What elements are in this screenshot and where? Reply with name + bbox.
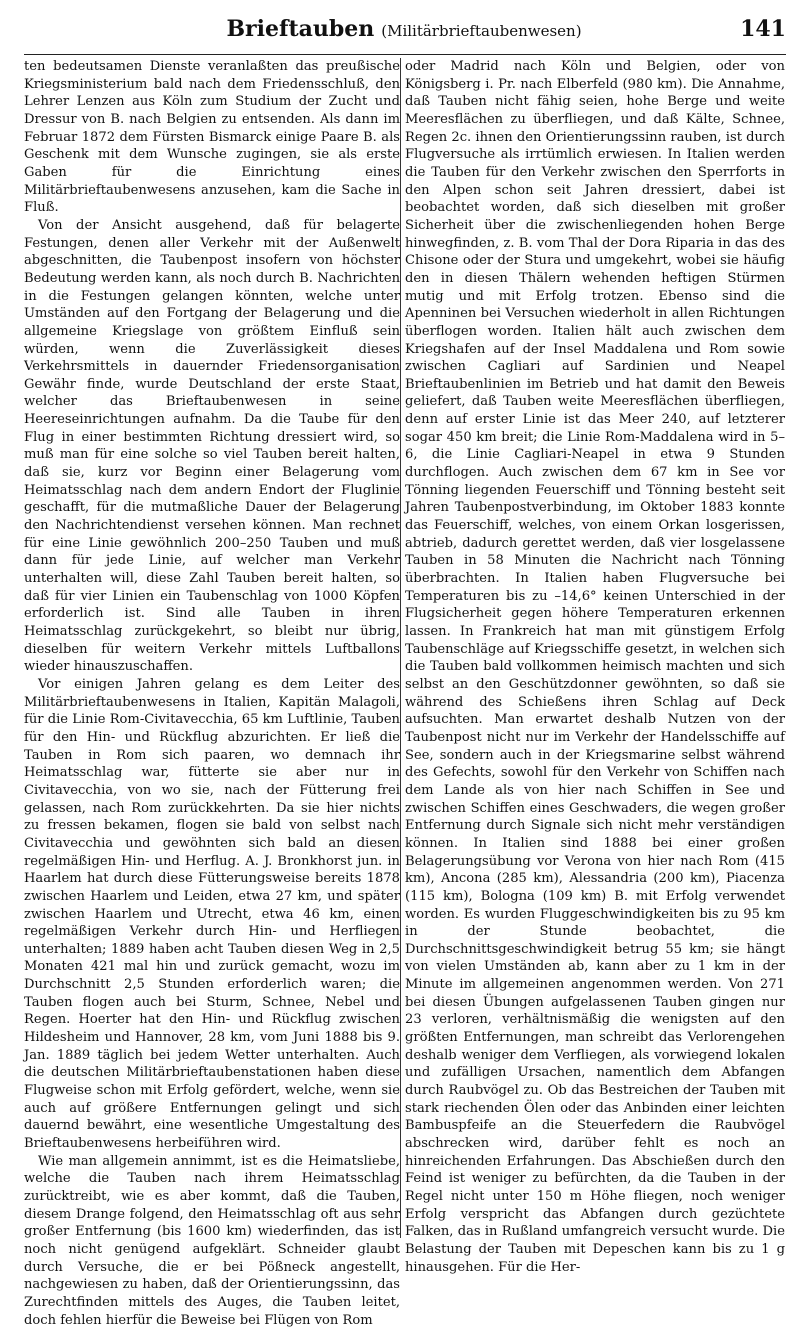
running-header <box>22 14 786 44</box>
header-title-main: Brieftauben <box>226 16 375 42</box>
paragraph: oder Madrid nach Köln und Belgien, oder von Königsberg i. Pr. nach Elberfeld (980 km). Die Annahme, daß Tauben nicht fähig seien, hohe Berge und weite Meeresflächen zu überfliegen, und daß Kälte, Schnee, Regen 2c. ihnen den Orientierungssinn rauben, ist durch Flugversuche als irrtümlich erwiesen. In Italien werden die Tauben für den Verkehr zwischen den Sperrforts in den Alpen schon seit Jahren dressiert, dabei ist beobachtet worden, daß sich dieselben mit großer Sicherheit über die zwischenliegenden hohen Berge hinwegfinden, z. B. vom Thal der Dora Riparia in das des Chisone oder der Stura und umgekehrt, wobei sie häufig den in diesen Thälern wehenden heftigen Stürmen mutig und mit Erfolg trotzen. Ebenso sind die Apenninen bei Versuchen wiederholt in allen Richtungen überflogen worden. Italien hält auch zwischen dem Kriegshafen auf der Insel Maddalena und Rom sowie zwischen Cagliari auf Sardinien und Neapel Brieftaubenlinien im Betrieb und hat damit den Beweis geliefert, daß Tauben weite Meeresflächen überfliegen, denn auf erster Linie ist das Meer 240, auf letzterer sogar 450 km breit; die Linie Rom-Maddalena wird in 5–6, die Linie Cagliari-Neapel in etwa 9 Stunden durchflogen. Auch zwischen dem 67 km in See vor Tönning liegenden Feuerschiff und Tönning besteht seit Jahren Taubenpostverbindung, im Oktober 1883 konnte das Feuerschiff, welches, von einem Orkan losgerissen, abtrieb, dadurch gerettet werden, daß vier losgelassene Tauben in 58 Minuten die Nachricht nach Tönning überbrachten. In Italien haben Flugversuche bei Temperaturen bis zu –14,6° keinen Unterschied in der Flugsicherheit gegen höhere Temperaturen erkennen lassen. In Frankreich hat man mit günstigem Erfolg Taubenschläge auf Kriegsschiffe gesetzt, in welchen sich die Tauben bald vollkommen heimisch machten und sich selbst an den Geschützdonner gewöhnten, so daß sie während des Schießens ihren Schlag auf Deck aufsuchten. Man erwartet deshalb Nutzen von der Taubenpost nicht nur im Verkehr der Handelsschiffe auf See, sondern auch in der Kriegsmarine selbst während des Gefechts, sowohl für den Verkehr von Schiffen nach dem Lande als von hier nach Schiffen in See und zwischen Schiffen eines Geschwaders, die wegen großer Entfernung durch Signale sich nicht mehr verständigen können. In Italien sind 1888 bei einer großen Belagerungsübung vor Verona von hier nach Rom (415 km), Ancona (285 km), Alessandria (200 km), Piacenza (115 km), Bologna (109 km) B. mit Erfolg verwendet worden. Es wurden Fluggeschwindigkeiten bis zu 95 km in der Stunde beobachtet, die Durchschnittsgeschwindigkeit betrug 55 km; sie hängt von vielen Umständen ab, kann aber zu 1 km in der Minute im allgemeinen angenommen werden. Von 271 bei diesen Übungen aufgelassenen Tauben gingen nur 23 verloren, verhältnismäßig die wenigsten auf den größten Entfernungen, man schreibt das Verlorengehen deshalb weniger dem Verfliegen, als vorwiegend lokalen und zufälligen Ursachen, namentlich dem Abfangen durch Raubvögel zu. Ob das Bestreichen der Tauben mit stark riechenden Ölen oder das Anbinden einer leichten Bambuspfeife an die Steuerfedern die Raubvögel abschrecken wird, darüber fehlt es noch an hinreichenden Erfahrungen. Das Abschießen durch den Feind ist weniger zu befürchten, da die Tauben in der Regel nicht unter 150 m Höhe fliegen, noch weniger Erfolg verspricht das Abfangen durch gezüchtete Falken, das in Rußland umfangreich versucht wurde. Die Belastung der Tauben mit Depeschen kann bis zu 1 g hinausgehen. Für die Her- <box>405 59 785 1275</box>
left-column <box>24 58 400 1328</box>
paragraph: Vor einigen Jahren gelang es dem Leiter des Militärbrieftaubenwesens in Italien, Kapitän Malagoli, für die Linie Rom-Civitavecchia, 65 km Luftlinie, Tauben für den Hin- und Rückflug abzurichten. Er ließ die Tauben in Rom sich paaren, wo demnach ihr Heimatsschlag war, fütterte sie aber nur in Civitavecchia, von wo sie, nach der Fütterung frei gelassen, nach Rom zurückkehrten. Da sie hier nichts zu fressen bekamen, flogen sie bald von selbst nach Civitavecchia und gewöhnten sich bald an diesen regelmäßigen Hin- und Herflug. A. J. Bronkhorst jun. in Haarlem hat durch diese Fütterungsweise bereits 1878 zwischen Haarlem und Leiden, etwa 27 km, und später zwischen Haarlem und Utrecht, etwa 46 km, einen regelmäßigen Verkehr durch Hin- und Herfliegen unterhalten; 1889 haben acht Tauben diesen Weg in 2,5 Monaten 421 mal hin und zurück gemacht, wozu im Durchschnitt 2,5 Stunden erforderlich waren; die Tauben flogen auch bei Sturm, Schnee, Nebel und Regen. Hoerter hat den Hin- und Rückflug zwischen Hildesheim und Hannover, 28 km, vom Juni 1888 bis 9. Jan. 1889 täglich bei jedem Wetter unterhalten. Auch die deutschen Militärbrieftaubenstationen haben diese Flugweise schon mit Erfolg gefördert, welche, wenn sie auch auf größere Entfernungen gelingt und sich dauernd bewährt, eine wesentliche Umgestaltung des Brieftaubenwesens herbeiführen wird. <box>24 676 400 1152</box>
header-rule <box>24 54 786 55</box>
column-divider <box>400 58 401 1238</box>
page-number: 141 <box>740 16 786 42</box>
header-title-subtitle: (Militärbrieftaubenwesen) <box>381 22 582 40</box>
right-column <box>405 58 785 1275</box>
paragraph: Von der Ansicht ausgehend, daß für belagerte Festungen, denen aller Verkehr mit der Außenwelt abgeschnitten, die Taubenpost insofern von höchster Bedeutung werden kann, als noch durch B. Nachrichten in die Festungen gelangen könnten, welche unter Umständen auf den Fortgang der Belagerung und die allgemeine Kriegslage von größtem Einfluß sein würden, wenn die Zuverlässigkeit dieses Verkehrsmittels in dauernder Friedensorganisation Gewähr finde, wurde Deutschland der erste Staat, welcher das Brieftaubenwesen in seine Heereseinrichtungen aufnahm. Da die Taube für den Flug in einer bestimmten Richtung dressiert wird, so muß man für eine solche so viel Tauben bereit halten, daß sie, kurz vor Beginn einer Belagerung vom Heimatsschlag nach dem andern Endort der Fluglinie geschafft, für die mutmaßliche Dauer der Belagerung den Nachrichtendienst versehen können. Man rechnet für eine Linie gewöhnlich 200–250 Tauben und muß dann für jede Linie, auf welcher man Verkehr unterhalten will, diese Zahl Tauben bereit halten, so daß für vier Linien ein Taubenschlag von 1000 Köpfen erforderlich ist. Sind alle Tauben in ihren Heimatsschlag zurückgekehrt, so bleibt nur übrig, dieselben für weitern Verkehr mittels Luftballons wieder hinauszuschaffen. <box>24 217 400 675</box>
paragraph: Wie man allgemein annimmt, ist es die Heimatsliebe, welche die Tauben nach ihrem Heimatsschlag zurücktreibt, wie es aber kommt, daß die Tauben, diesem Drange folgend, den Heimatsschlag oft aus sehr großer Entfernung (bis 1600 km) wiederfinden, das ist noch nicht genügend aufgeklärt. Schneider glaubt durch Versuche, die er bei Pößneck angestellt, nachgewiesen zu haben, daß der Orientierungssinn, das Zurechtfinden mittels des Auges, die Tauben leitet, doch fehlen hierfür die Beweise bei Flügen von Rom <box>24 1153 400 1328</box>
header-title <box>22 14 786 46</box>
paragraph: ten bedeutsamen Dienste veranlaßten das preußische Kriegsministerium bald nach dem Friedensschluß, den Lehrer Lenzen aus Köln zum Studium der Zucht und Dressur von B. nach Belgien zu entsenden. Als dann im Februar 1872 dem Fürsten Bismarck einige Paare B. als Geschenk mit dem Wunsche zugingen, sie als erste Gaben für die Einrichtung eines Militärbrieftaubenwesens anzusehen, kam die Sache in Fluß. <box>24 59 400 216</box>
